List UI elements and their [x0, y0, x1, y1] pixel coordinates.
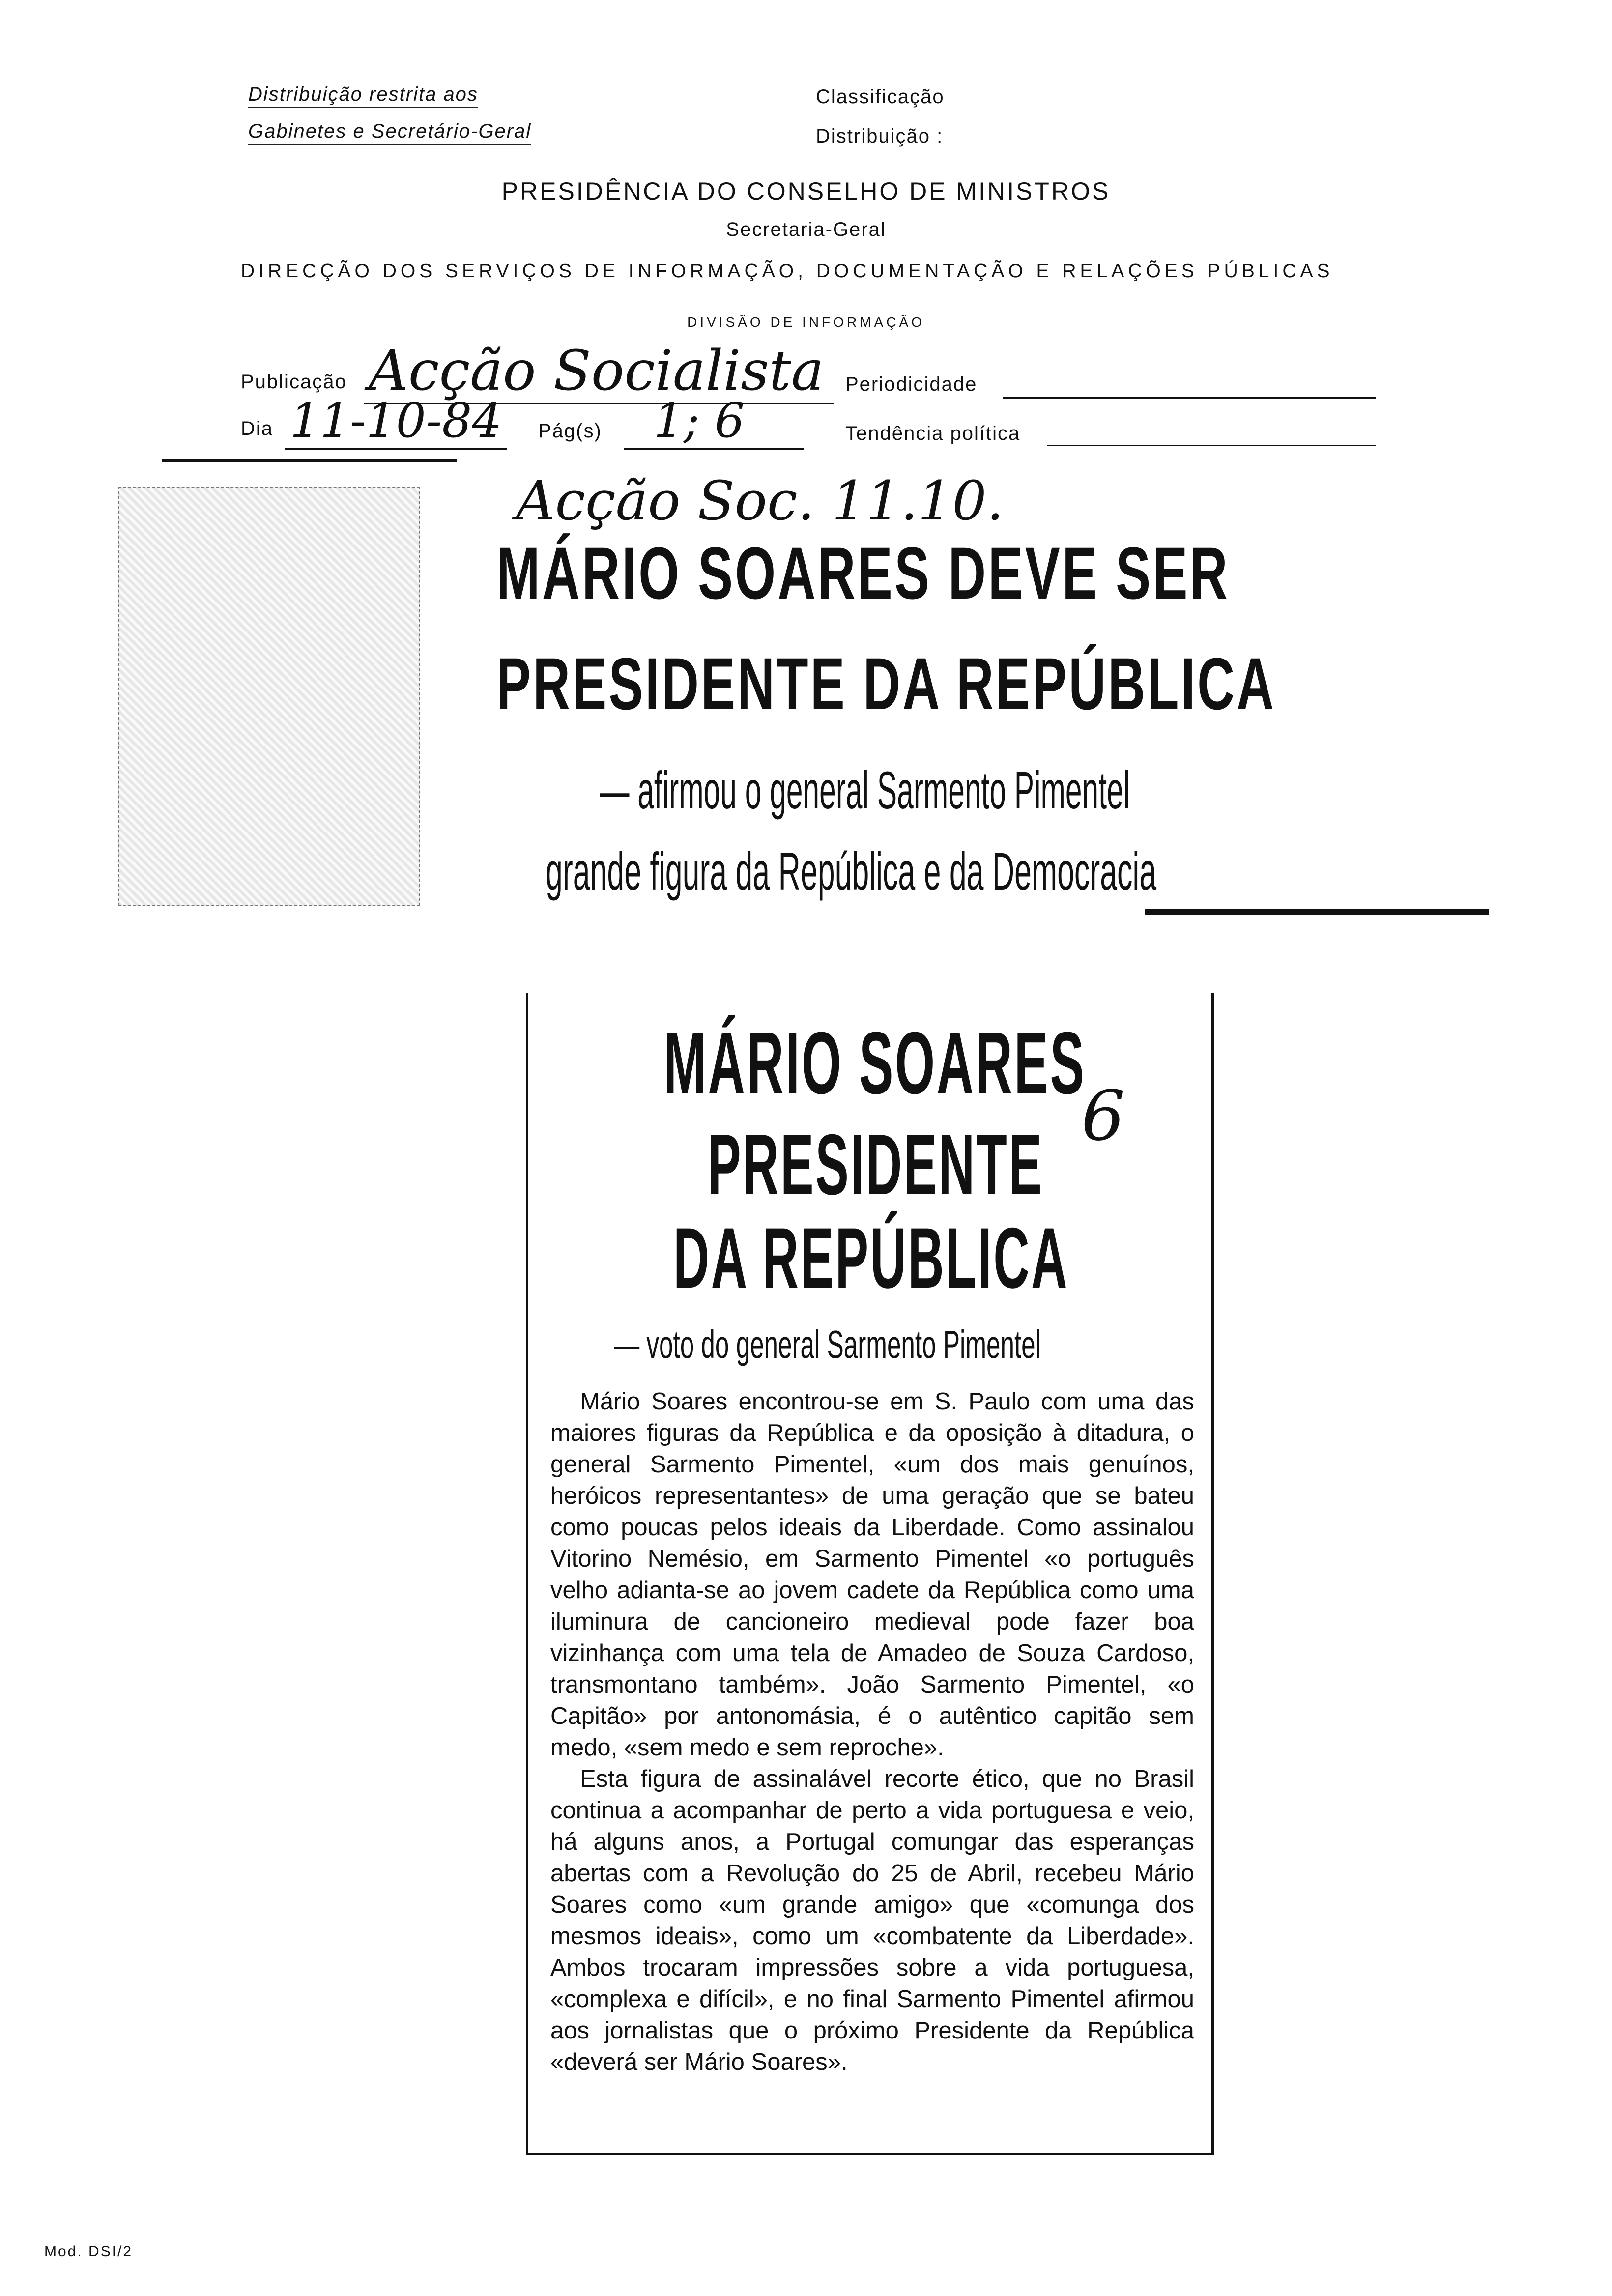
directorate-line: DIRECÇÃO DOS SERVIÇOS DE INFORMAÇÃO, DOCUMENTAÇÃO E RELAÇÕES PÚBLICAS	[241, 260, 1334, 282]
org-subtitle: Secretaria-Geral	[726, 219, 886, 240]
day-label: Dia	[241, 418, 274, 439]
division-line: DIVISÃO DE INFORMAÇÃO	[687, 315, 925, 330]
publication-value: Acção Socialista	[364, 339, 834, 404]
tendency-line	[1047, 445, 1376, 446]
article-paragraph-2: Esta figura de assinalável recorte ético, que no Brasil continua a acompanhar de perto a vida portuguesa e veio, há alguns anos, a Portugal comungar das esperanças abertas com a Revolução do 25 de Abril, recebeu Mário Soares como «um grande amigo» que «comunga dos mesmos ideais», como um «combatente da Liberdade». Ambos trocaram impressões sobre a vida portuguesa, «complexa e difícil», e no final Sarmento Pimentel afirmou aos jornalistas que o próximo Presidente da República «deverá ser Mário Soares».	[550, 1766, 1194, 2075]
clip2-subtitle: — voto do general Sarmento Pimentel	[614, 1322, 1041, 1366]
pages-label: Pág(s)	[538, 420, 602, 442]
clip2-title-line3: DA REPÚBLICA	[673, 1210, 1069, 1306]
general-portrait-photo	[118, 487, 420, 906]
clip1-bottom-rule	[1145, 909, 1489, 915]
clip2-title-line1: MÁRIO SOARES	[663, 1014, 1086, 1113]
distribution-label: Distribuição :	[816, 125, 944, 147]
restriction-line-2: Gabinetes e Secretário-Geral	[248, 120, 531, 145]
clip1-top-rule	[162, 459, 457, 462]
restriction-line-1: Distribuição restrita aos	[248, 84, 478, 108]
clip1-subhead-line2: grande figura da República e da Democracia	[546, 841, 1157, 901]
form-code: Mod. DSI/2	[44, 2243, 133, 2260]
article-paragraph-1: Mário Soares encontrou-se em S. Paulo com uma das maiores figuras da República e da oposição à ditadura, o general Sarmento Pimentel, «um dos mais genuínos, heróicos representantes» de uma geração que se bateu como poucas pelos ideais da Liberdade. Como assinalou Vitorino Nemésio, em Sarmento Pimentel «o português velho adianta-se ao jovem cadete da República como uma iluminura de cancioneiro medieval pode fazer boa vizinhança com uma tela de Amadeo de Souza Cardoso, transmontano também». João Sarmento Pimentel, «o Capitão» por antonomásia, é o autêntico capitão sem medo, «sem medo e sem reproche».	[550, 1388, 1194, 1761]
clip1-headline-line2: PRESIDENTE DA REPÚBLICA	[496, 642, 1276, 725]
org-title: PRESIDÊNCIA DO CONSELHO DE MINISTROS	[501, 177, 1111, 205]
day-value: 11-10-84	[285, 393, 507, 450]
handwritten-source-note: Acção Soc. 11.10.	[516, 469, 1004, 532]
tendency-label: Tendência política	[845, 423, 1021, 444]
publication-label: Publicação	[241, 371, 347, 393]
classification-label: Classificação	[816, 86, 945, 108]
clip2-article-body	[550, 1386, 1194, 2078]
periodicity-label: Periodicidade	[845, 373, 978, 395]
handwritten-page-mark: 6	[1081, 1076, 1125, 1156]
periodicity-line	[1003, 397, 1376, 399]
pages-value: 1; 6	[624, 393, 804, 450]
clip2-title-line2: PRESIDENTE	[708, 1117, 1044, 1213]
clip1-subhead-line1: — afirmou o general Sarmento Pimentel	[600, 760, 1130, 820]
clip1-headline-line1: MÁRIO SOARES DEVE SER	[496, 532, 1230, 614]
